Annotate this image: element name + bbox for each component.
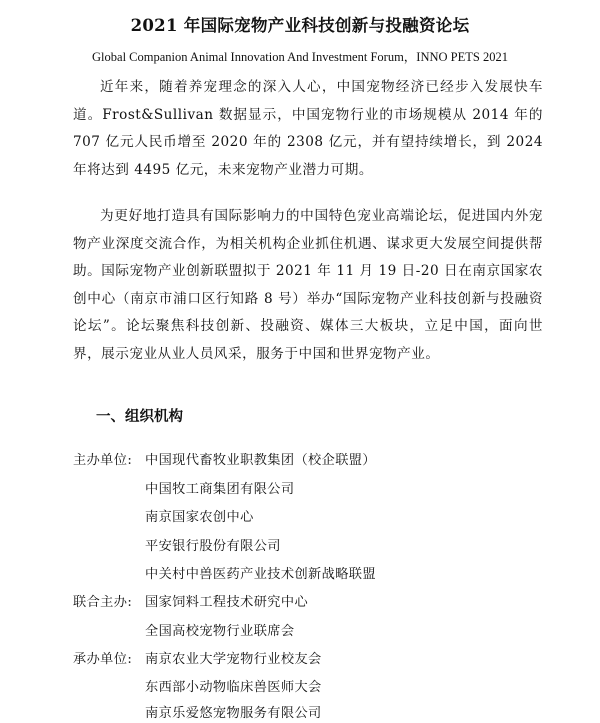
host-item: 平安银行股份有限公司	[145, 539, 281, 554]
host-item: 中国现代畜牧业职教集团（校企联盟）	[145, 453, 376, 468]
cohost-label: 联合主办:	[73, 595, 133, 610]
cohost-item: 全国高校宠物行业联席会	[145, 624, 295, 639]
intro-paragraph-1: 近年来，随着养宠理念的深入人心，中国宠物经济已经步入发展快车道。Frost&Sullivan 数据显示，中国宠物行业的市场规模从 2014 年的 707 亿元人民币增至 2020 年的 2308 亿元，并有望持续增长，到 2024 年将达到 4495 亿元，未来宠物产业潜力可期。	[73, 79, 543, 178]
intro-paragraph-2: 为更好地打造具有国际影响力的中国特色宠业高端论坛，促进国内外宠物产业深度交流合作，为相关机构企业抓住机遇、谋求更大发展空间提供帮助。国际宠物产业创新联盟拟于 2021 年 11 月 19 日-20 日在南京国家农创中心（南京市浦口区行知路 8 号）举办“国际宠物产业科技创新与投融资论坛”。论坛聚焦科技创新、投融资、媒体三大板块，立足中国，面向世界，展示宠业从业人员风采，服务于中国和世界宠物产业。	[73, 208, 543, 362]
host-label: 主办单位:	[73, 453, 133, 468]
document-title: 2021 年国际宠物产业科技创新与投融资论坛	[130, 16, 470, 35]
host-item: 中国牧工商集团有限公司	[145, 482, 295, 497]
organizer-item: 南京农业大学宠物行业校友会	[145, 652, 322, 667]
organizer-label: 承办单位:	[73, 652, 133, 667]
document-subtitle: Global Companion Animal Innovation And Investment Forum，INNO PETS 2021	[92, 50, 508, 64]
cohost-item: 国家饲料工程技术研究中心	[145, 595, 309, 610]
section-heading-organization: 一、组织机构	[96, 408, 183, 425]
host-item: 中关村中兽医药产业技术创新战略联盟	[145, 567, 376, 582]
organizer-item: 东西部小动物临床兽医师大会	[145, 680, 322, 695]
host-item: 南京国家农创中心	[145, 510, 254, 525]
organizer-item: 南京乐爱悠宠物服务有限公司	[145, 706, 322, 721]
